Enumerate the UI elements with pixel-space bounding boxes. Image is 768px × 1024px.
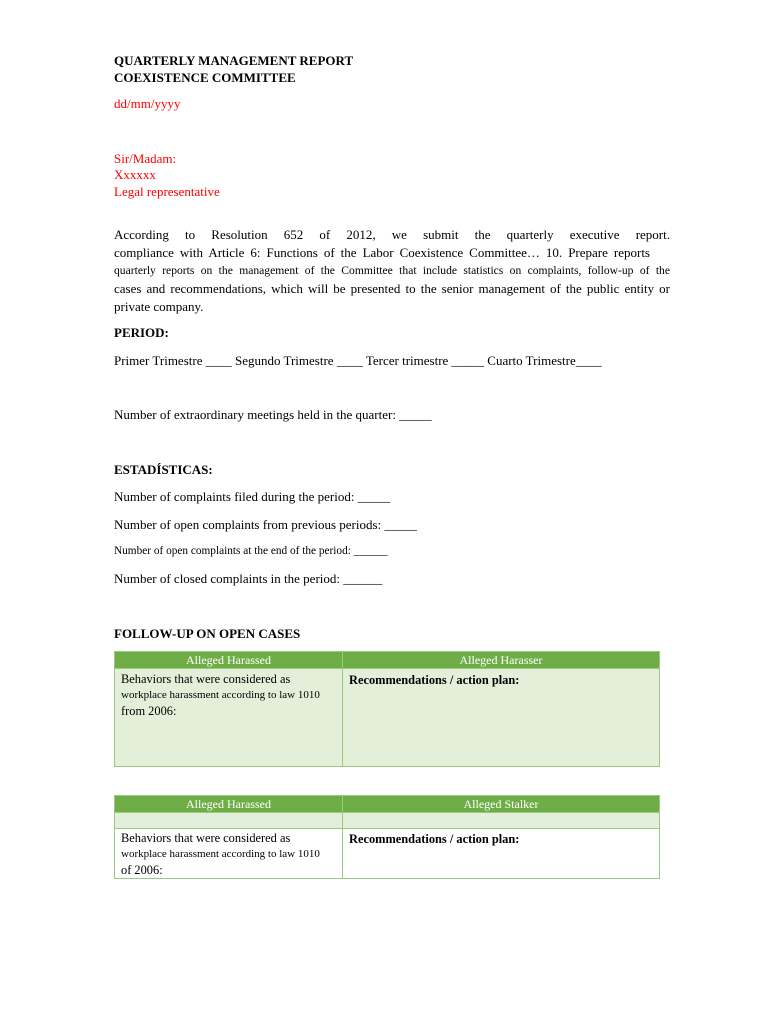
behaviors-text: from 2006: <box>121 704 177 718</box>
stat-filed: Number of complaints filed during the period: _____ <box>114 489 391 504</box>
intro-line: cases and recommendations, which will be presented to the senior management of the public entity or <box>114 281 670 296</box>
followup-heading: FOLLOW-UP ON OPEN CASES <box>114 626 301 641</box>
period-heading: PERIOD: <box>114 325 169 340</box>
table-header-cell: Alleged Stalker <box>343 796 660 813</box>
table-header-cell: Alleged Harasser <box>343 652 660 669</box>
intro-line: quarterly reports on the management of the Committee that include statistics on complaints, follow-up of the <box>114 264 670 277</box>
committee-title: COEXISTENCE COMMITTEE <box>114 70 296 85</box>
behaviors-text: workplace harassment according to law 1010 <box>121 689 320 701</box>
recommendations-label: Recommendations / action plan: <box>349 832 520 846</box>
addressee-role: Legal representative <box>114 184 220 199</box>
behaviors-text: of 2006: <box>121 863 163 877</box>
table-header-cell: Alleged Harassed <box>115 796 343 813</box>
table-empty-cell[interactable] <box>343 813 660 829</box>
recommendations-cell[interactable] <box>343 829 660 879</box>
salutation: Sir/Madam: <box>114 151 177 166</box>
report-title: QUARTERLY MANAGEMENT REPORT <box>114 53 354 68</box>
extraordinary-meetings: Number of extraordinary meetings held in the quarter: _____ <box>114 407 432 422</box>
recommendations-cell[interactable] <box>343 669 660 767</box>
followup-table-2 <box>114 795 660 879</box>
intro-line: private company. <box>114 299 204 314</box>
stat-open-end: Number of open complaints at the end of the period: ______ <box>114 545 388 557</box>
stat-open-previous: Number of open complaints from previous periods: _____ <box>114 517 417 532</box>
behaviors-cell[interactable] <box>115 829 343 879</box>
table-header-cell: Alleged Harassed <box>115 652 343 669</box>
report-date: dd/mm/yyyy <box>114 96 181 111</box>
behaviors-text: workplace harassment according to law 1010 <box>121 848 320 860</box>
recommendations-label: Recommendations / action plan: <box>349 673 520 687</box>
intro-line: compliance with Article 6: Functions of the Labor Coexistence Committee… 10. Prepare reports <box>114 245 650 260</box>
table-empty-cell[interactable] <box>115 813 343 829</box>
intro-line: According to Resolution 652 of 2012, we submit the quarterly executive report. <box>114 227 670 242</box>
period-options: Primer Trimestre ____ Segundo Trimestre ____ Tercer trimestre _____ Cuarto Trimestre____ <box>114 353 602 368</box>
statistics-heading: ESTADÍSTICAS: <box>114 462 213 477</box>
behaviors-text: Behaviors that were considered as <box>121 672 291 686</box>
behaviors-cell[interactable] <box>115 669 343 767</box>
followup-table-1 <box>114 651 660 767</box>
addressee-name: Xxxxxx <box>114 167 156 182</box>
behaviors-text: Behaviors that were considered as <box>121 831 291 845</box>
intro-paragraph <box>114 226 670 316</box>
stat-closed: Number of closed complaints in the period: ______ <box>114 571 383 586</box>
